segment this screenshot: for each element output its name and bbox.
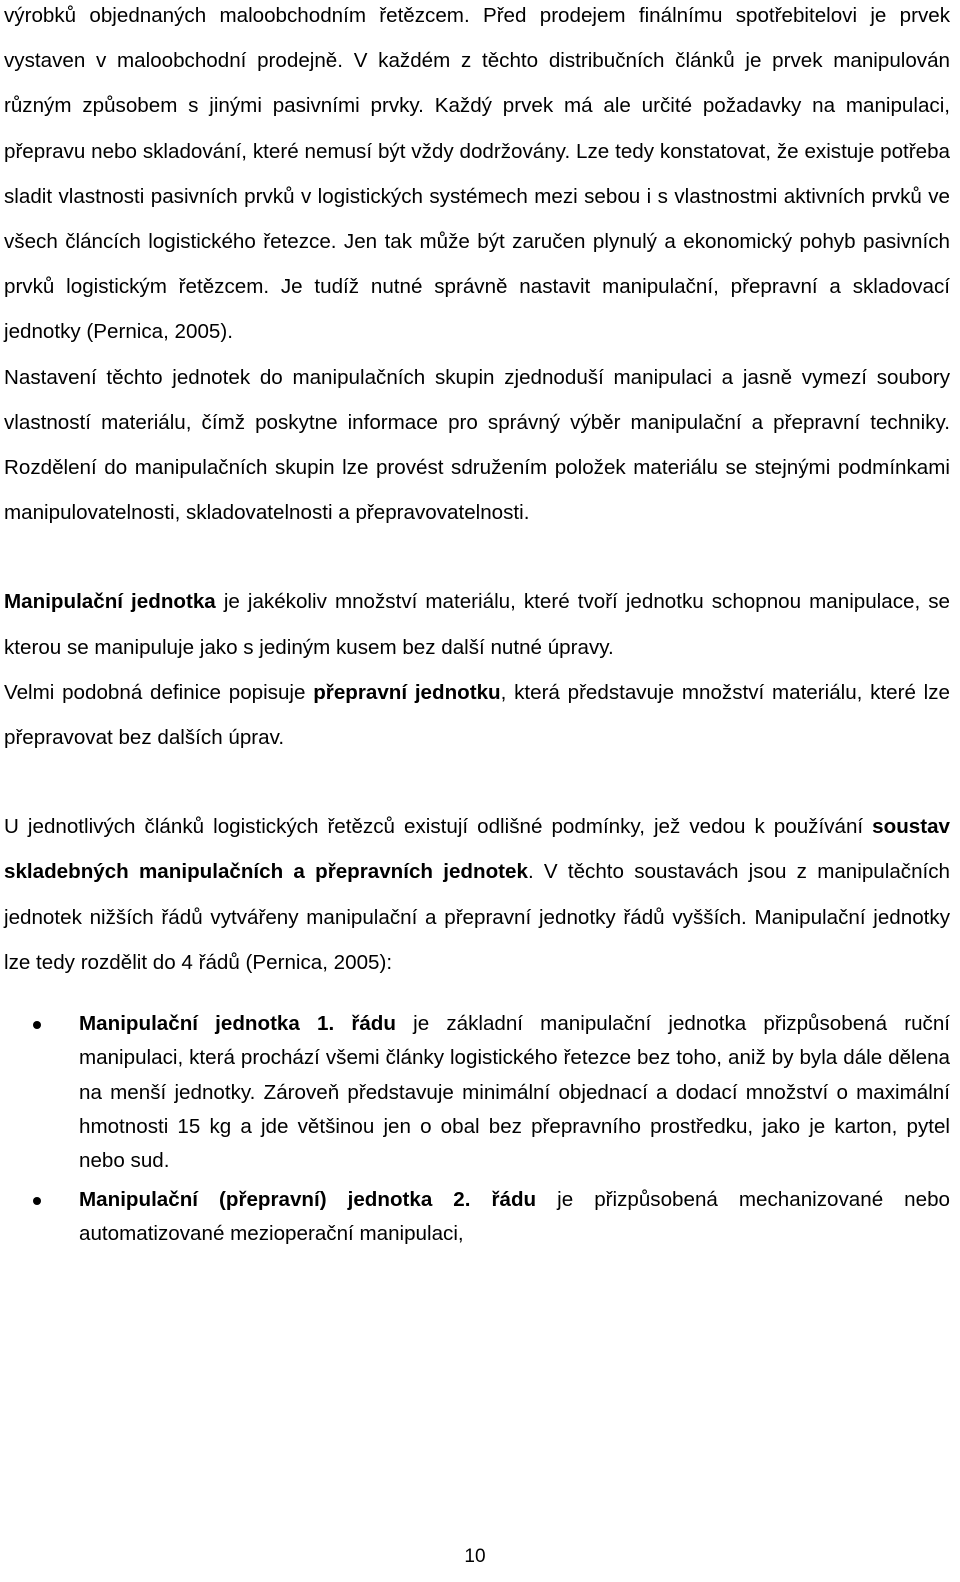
list-item-term: Manipulační jednotka 1. řádu (79, 1012, 396, 1036)
definition-text: , která představuje množství materiálu, které lze přepravovat bez dalších úprav. (4, 680, 950, 750)
list-item (4, 1007, 950, 1178)
paragraph-unit-systems (4, 804, 950, 985)
document-page (4, 0, 950, 1255)
list-item (4, 1183, 950, 1252)
definition-intro: Velmi podobná definice popisuje (4, 680, 314, 704)
unit-order-list (4, 1007, 950, 1251)
paragraph-handling-groups: Nastavení těchto jednotek do manipulačních skupin zjednoduší manipulaci a jasně vymezí soubory vlastností materiálu, čímž poskytne informace pro správný výběr manipulační a přepravní techniky. Rozdělení do manipulačních skupin lze provést sdružením položek materiálu se stejnými podmínkami manipulovatelnosti, skladovatelnosti a přepravovatelnosti. (4, 365, 950, 525)
paragraph-intro: U jednotlivých článků logistických řetězců existují odlišné podmínky, jež vedou k používání (4, 815, 873, 839)
page-number: 10 (464, 1546, 486, 1567)
term-unit-systems: soustav skladebných manipulačních a přepravních jednotek (4, 815, 950, 884)
term-handling-unit: Manipulační jednotka (4, 590, 216, 614)
definition-text: je jakékoliv množství materiálu, které tvoří jednotku schopnou manipulace, se kterou se manipuluje jako s jediným kusem bez další nutné úpravy. (4, 590, 950, 659)
paragraph-gap (4, 535, 950, 579)
term-transport-unit: přepravní jednotku (313, 680, 501, 704)
paragraph-gap (4, 760, 950, 804)
paragraph-transport-unit-definition (4, 670, 950, 760)
list-item-text: je základní manipulační jednotka přizpůsobená ruční manipulaci, která prochází všemi články logistického řetezce bez toho, aniž by byla dále dělena na menší jednotky. Zároveň představuje minimální objednací a dodací množství o maximální hmotnosti 15 kg a jde většinou jen o obal bez přepravního prostředku, jako je karton, pytel nebo sud. (79, 1012, 950, 1173)
paragraph-text: . V těchto soustavách jsou z manipulačních jednotek nižších řádů vytvářeny manipulační a přepravní jednotky řádů vyšších. Manipulační jednotky lze tedy rozdělit do 4 řádů (Pernica, 2005): (4, 860, 950, 974)
paragraph-retail-chain: výrobků objednaných maloobchodním řetězcem. Před prodejem finálnímu spotřebitelovi je prvek vystaven v maloobchodní prodejně. V každém z těchto distribučních článků je prvek manipulován různým způsobem s jinými pasivními prvky. Každý prvek má ale určité požadavky na manipulaci, přepravu nebo skladování, které nemusí být vždy dodržovány. Lze tedy konstatovat, že existuje potřeba sladit vlastnosti pasivních prvků v logistických systémech mezi sebou i s vlastnostmi aktivních prvků ve všech článcích logistického řetezce. Jen tak může být zaručen plynulý a ekonomický pohyb pasivních prvků logistickým řetězcem. Je tudíž nutné správně nastavit manipulační, přepravní a skladovací jednotky (Pernica, 2005). (4, 4, 950, 344)
bullet-icon (33, 1197, 41, 1205)
list-item-term: Manipulační (přepravní) jednotka 2. řádu (79, 1187, 537, 1211)
paragraph-handling-unit-definition (4, 579, 950, 669)
list-item-text: je přizpůsobená mechanizované nebo automatizované mezioperační manipulaci, (79, 1187, 950, 1245)
bullet-icon (33, 1021, 41, 1029)
